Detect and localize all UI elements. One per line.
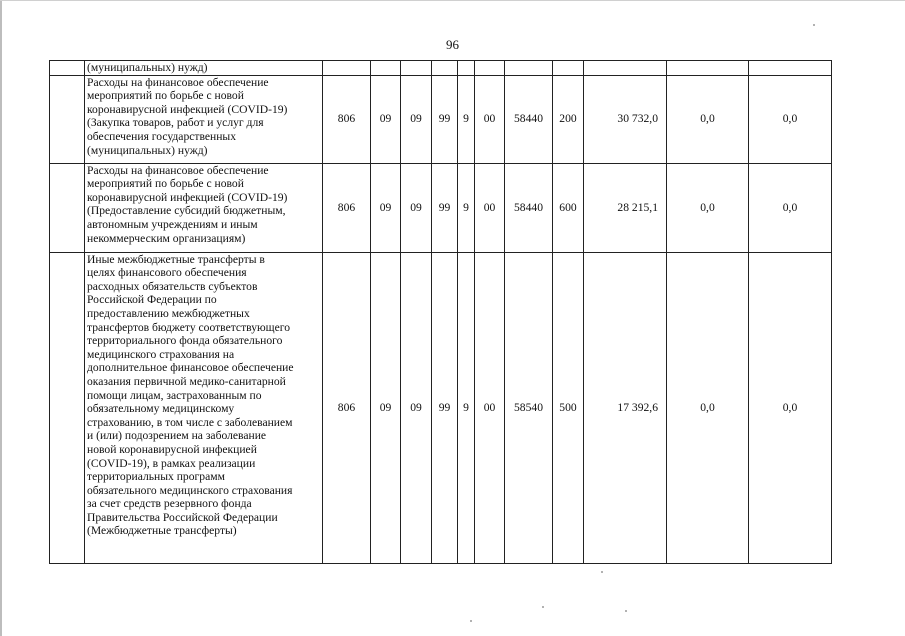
row-number-cell	[50, 61, 85, 76]
cell-amount-year2: 0,0	[667, 252, 749, 563]
cell-expense-type: 500	[553, 252, 584, 563]
cell-gov-code: 806	[323, 163, 371, 252]
cell-amount-year2	[667, 61, 749, 76]
cell-direction: 58440	[505, 163, 553, 252]
cell-subsection	[401, 61, 432, 76]
cell-subprogram: 9	[458, 75, 475, 163]
cell-subprogram: 9	[458, 163, 475, 252]
cell-expense-type: 200	[553, 75, 584, 163]
cell-amount-year3: 0,0	[749, 252, 832, 563]
cell-gov-code: 806	[323, 252, 371, 563]
table-row	[50, 252, 832, 563]
cell-program: 99	[432, 75, 458, 163]
cell-section: 09	[371, 163, 401, 252]
cell-direction: 58440	[505, 75, 553, 163]
cell-subsection: 09	[401, 163, 432, 252]
cell-amount-year2: 0,0	[667, 163, 749, 252]
cell-activity: 00	[475, 163, 505, 252]
cell-amount-year3: 0,0	[749, 163, 832, 252]
budget-table	[49, 60, 832, 564]
row-name: Иные межбюджетные трансферты в целях финансового обеспечения расходных обязательств субъектов Российской Федерации по предоставлению межбюджетных трансфертов бюджету соответствующего территориального фонда обязательного медицинского страхования на дополнительное финансовое обеспечение оказания первичной медико-санитарной помощи лицам, застрахованным по обязательному медицинскому страхованию, в том числе с заболеванием и (или) подозрением на заболевание новой коронавирусной инфекцией (COVID-19), в рамках реализации территориальных программ обязательного медицинского страхования за счет средств резервного фонда Правительства Российской Федерации (Межбюджетные трансферты)	[85, 252, 323, 563]
scan-speck	[813, 24, 815, 26]
cell-activity: 00	[475, 75, 505, 163]
row-name: (муниципальных) нужд)	[85, 61, 323, 76]
table-body	[50, 61, 832, 564]
cell-gov-code	[323, 61, 371, 76]
row-number-cell	[50, 75, 85, 163]
cell-subprogram	[458, 61, 475, 76]
row-name: Расходы на финансовое обеспечение мероприятий по борьбе с новой коронавирусной инфекцией (COVID-19) (Закупка товаров, работ и услуг для обеспечения государственных (муниципальных) нужд)	[85, 75, 323, 163]
cell-program	[432, 61, 458, 76]
page-edge-top	[0, 0, 905, 1]
scan-speck	[470, 620, 472, 622]
cell-section: 09	[371, 75, 401, 163]
cell-expense-type	[553, 61, 584, 76]
cell-gov-code: 806	[323, 75, 371, 163]
table-row	[50, 61, 832, 76]
cell-subsection: 09	[401, 75, 432, 163]
scan-speck	[601, 571, 603, 573]
cell-program: 99	[432, 252, 458, 563]
scan-speck	[542, 606, 544, 608]
cell-expense-type: 600	[553, 163, 584, 252]
row-name: Расходы на финансовое обеспечение мероприятий по борьбе с новой коронавирусной инфекцией (COVID-19) (Предоставление субсидий бюджетным, автономным учреждениям и иным некоммерческим организациям)	[85, 163, 323, 252]
cell-section: 09	[371, 252, 401, 563]
table-row	[50, 163, 832, 252]
cell-subsection: 09	[401, 252, 432, 563]
row-number-cell	[50, 163, 85, 252]
cell-amount-year3	[749, 61, 832, 76]
scan-speck	[625, 610, 627, 612]
cell-amount-year2: 0,0	[667, 75, 749, 163]
table-row	[50, 75, 832, 163]
cell-activity	[475, 61, 505, 76]
cell-direction: 58540	[505, 252, 553, 563]
cell-amount-year3: 0,0	[749, 75, 832, 163]
row-number-cell	[50, 252, 85, 563]
cell-amount-year1: 28 215,1	[584, 163, 667, 252]
cell-direction	[505, 61, 553, 76]
cell-activity: 00	[475, 252, 505, 563]
cell-program: 99	[432, 163, 458, 252]
cell-amount-year1	[584, 61, 667, 76]
cell-section	[371, 61, 401, 76]
cell-subprogram: 9	[458, 252, 475, 563]
cell-amount-year1: 30 732,0	[584, 75, 667, 163]
page-edge	[0, 0, 2, 636]
page-number: 96	[446, 37, 459, 52]
cell-amount-year1: 17 392,6	[584, 252, 667, 563]
